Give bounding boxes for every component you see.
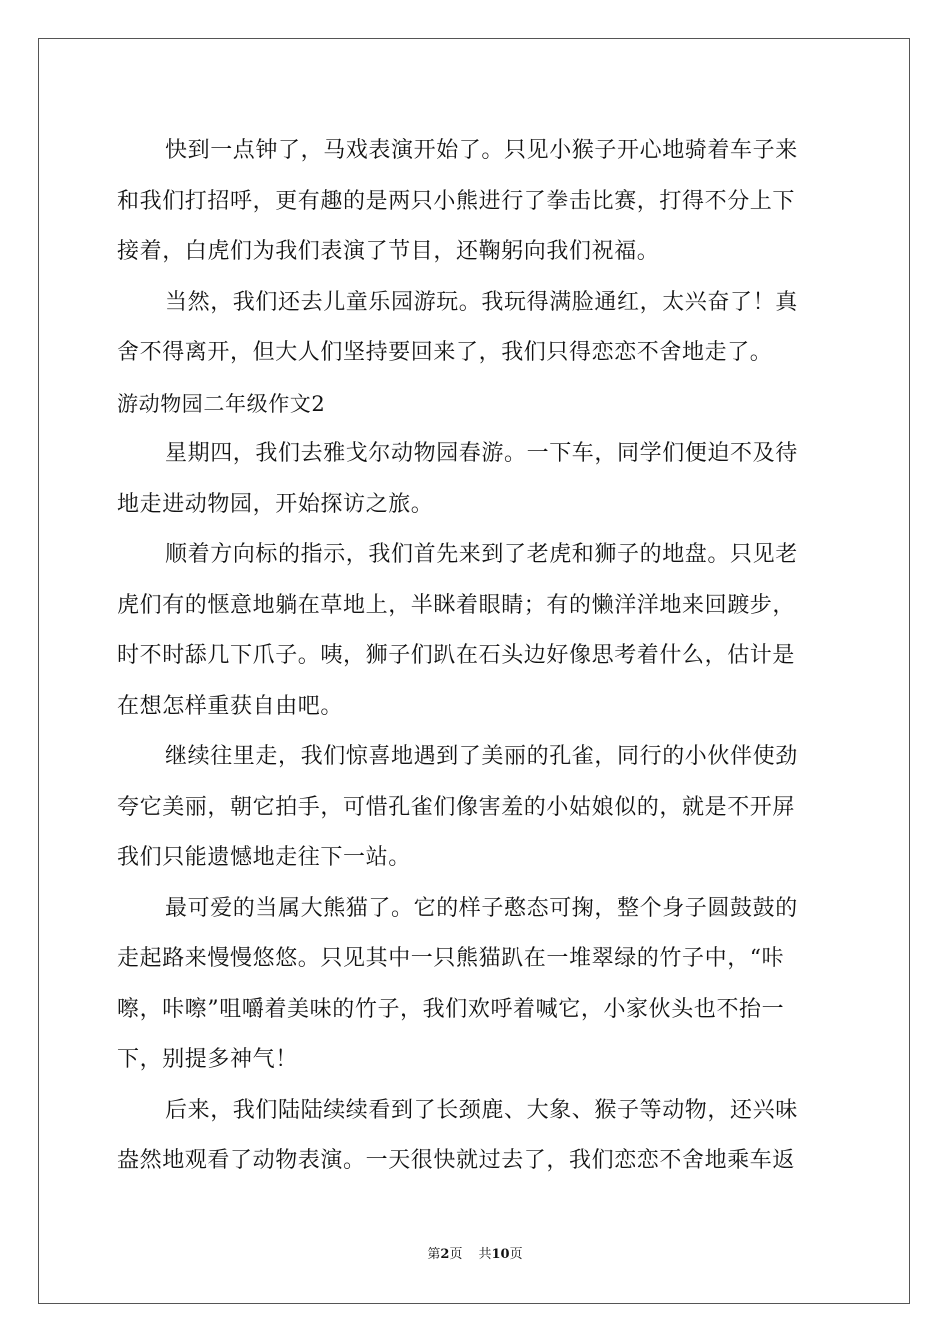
text-line: 当然，我们还去儿童乐园游玩。我玩得满脸通红，太兴奋了！真: [165, 289, 798, 315]
text-line: 星期四，我们去雅戈尔动物园春游。一下车，同学们便迫不及待: [165, 441, 798, 466]
text-line: 和我们打招呼，更有趣的是两只小熊进行了拳击比赛，打得不分上下: [117, 188, 796, 214]
document-body: [117, 126, 833, 1187]
text-line: 继续往里走，我们惊喜地遇到了美丽的孔雀，同行的小伙伴使劲: [165, 744, 798, 769]
text-line: 快到一点钟了，马戏表演开始了。只见小猴子开心地骑着车子来: [165, 138, 798, 163]
page-footer: [0, 1243, 950, 1262]
page-total: 共10页: [478, 1247, 523, 1262]
text-line: 嚓，咔嚓”咀嚼着美味的竹子，我们欢呼着喊它，小家伙头也不抬一: [117, 996, 785, 1022]
section-title: 游动物园二年级作文2: [117, 391, 326, 416]
text-line: 最可爱的当属大熊猫了。它的样子憨态可掬，整个身子圆鼓鼓的: [165, 895, 798, 921]
text-line: 后来，我们陆陆续续看到了长颈鹿、大象、猴子等动物，还兴味: [165, 1097, 798, 1123]
page-number: 第2页: [427, 1247, 463, 1262]
text-line: 我们只能遗憾地走往下一站。: [117, 845, 411, 870]
text-line: 接着，白虎们为我们表演了节目，还鞠躬向我们祝福。: [117, 239, 660, 264]
text-line: 时不时舔几下爪子。咦，狮子们趴在石头边好像思考着什么，估计是: [117, 643, 796, 668]
text-line: 舍不得离开，但大人们坚持要回来了，我们只得恋恋不舍地走了。: [117, 340, 773, 365]
text-line: 顺着方向标的指示，我们首先来到了老虎和狮子的地盘。只见老: [165, 542, 798, 567]
text-line: 盎然地观看了动物表演。一天很快就过去了，我们恋恋不舍地乘车返: [117, 1148, 796, 1173]
text-line: 在想怎样重获自由吧。: [117, 693, 344, 719]
text-line: 走起路来慢慢悠悠。只见其中一只熊猫趴在一堆翠绿的竹子中，“咔: [117, 946, 785, 971]
text-line: 虎们有的惬意地躺在草地上，半眯着眼睛；有的懒洋洋地来回踱步，: [117, 592, 796, 618]
text-line: 地走进动物园，开始探访之旅。: [117, 491, 434, 517]
text-line: 下，别提多神气！: [117, 1047, 298, 1072]
text-line: 夸它美丽，朝它拍手，可惜孔雀们像害羞的小姑娘似的，就是不开屏: [117, 794, 796, 820]
